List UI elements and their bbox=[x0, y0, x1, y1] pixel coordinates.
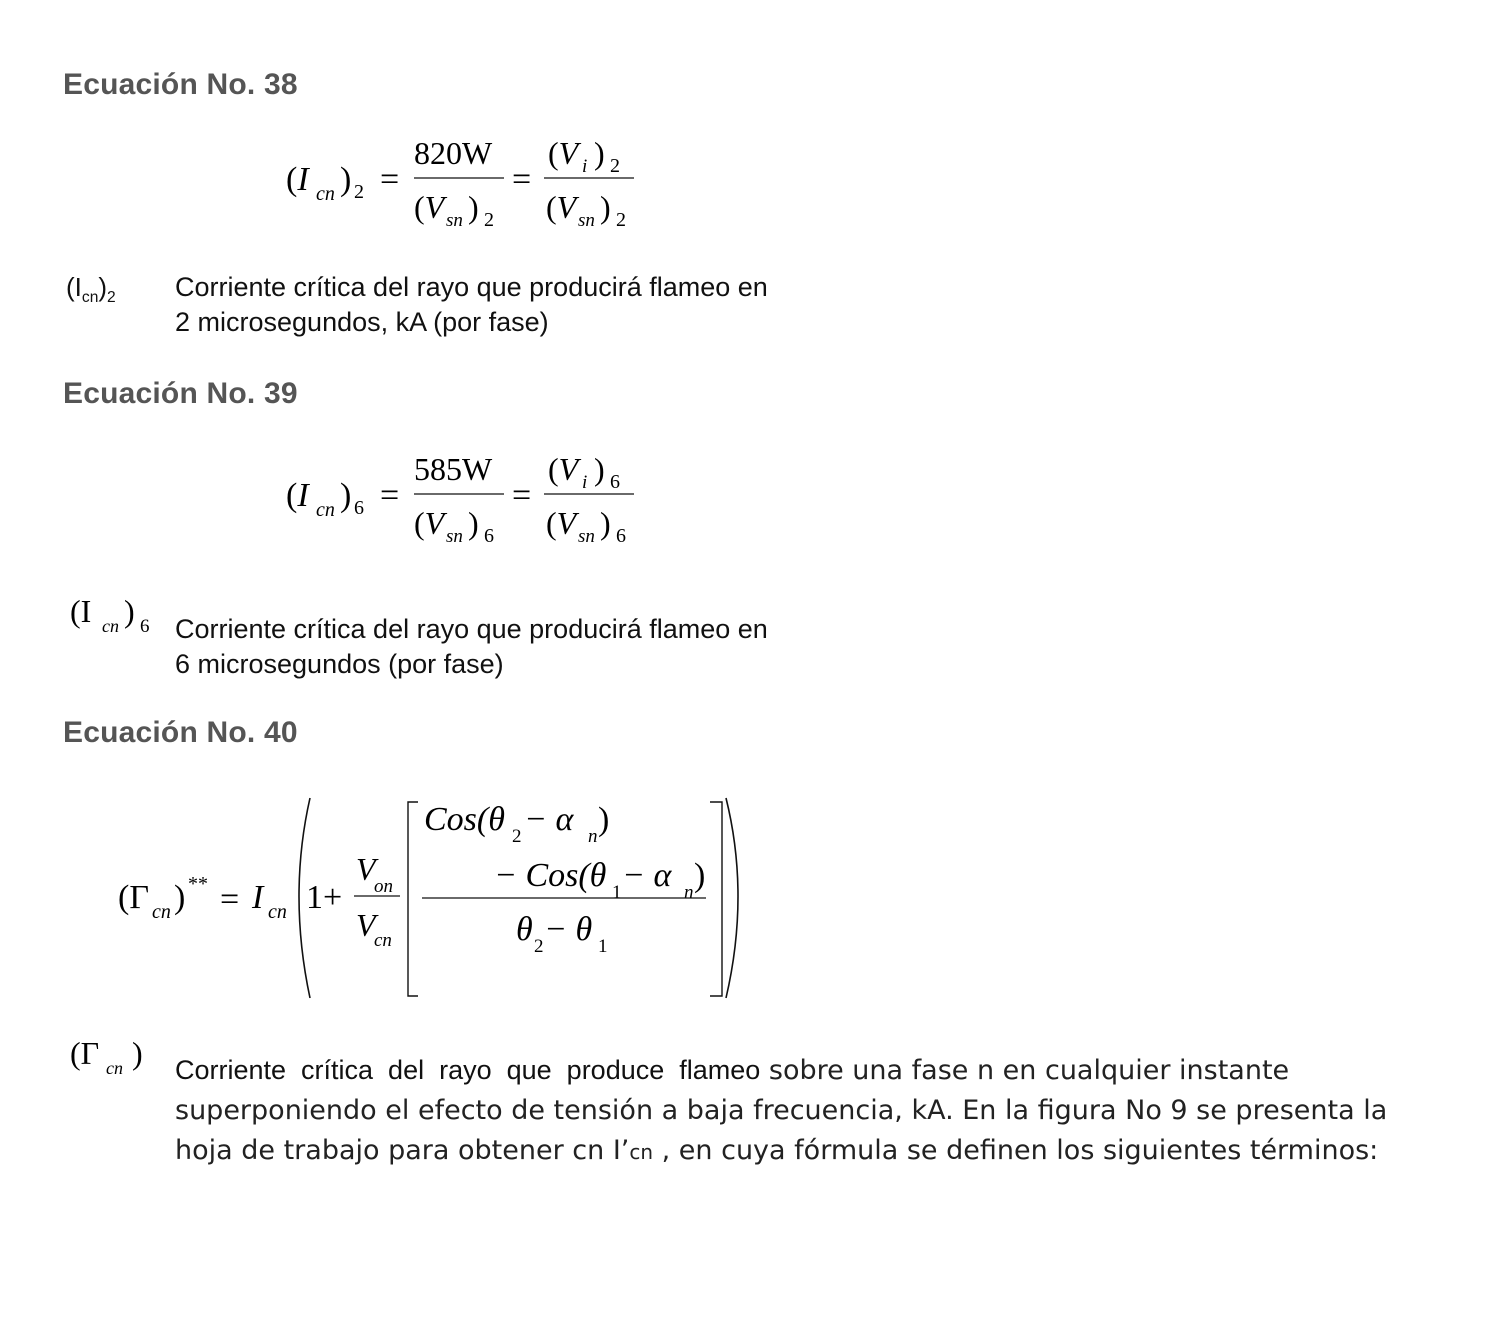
eq38-description-line1: Corriente crítica del rayo que producirá flameo en bbox=[175, 272, 768, 302]
eq39-description-line2: 6 microsegundos (por fase) bbox=[175, 649, 504, 679]
svg-text:(Γ: (Γ bbox=[118, 879, 149, 916]
svg-text:2: 2 bbox=[534, 936, 544, 957]
eq39-description bbox=[175, 612, 768, 682]
eq39-lhs-sub: cn bbox=[316, 499, 335, 521]
svg-text:V: V bbox=[356, 851, 376, 887]
svg-text:θ: θ bbox=[516, 911, 533, 948]
svg-text:(V: (V bbox=[548, 451, 582, 487]
eq38-den2-order: 2 bbox=[616, 209, 626, 231]
svg-text:): ) bbox=[132, 1035, 143, 1071]
eq38-num-order: 2 bbox=[610, 155, 620, 177]
eq40-description-line1: Corriente crítica del rayo que produce flameo sobre una fase n en cualquier instante bbox=[175, 1055, 1290, 1086]
eq39-den-sub: sn bbox=[446, 526, 463, 547]
equation-38-heading: Ecuación No. 38 bbox=[63, 68, 298, 101]
eq38-description-line2: 2 microsegundos, kA (por fase) bbox=[175, 307, 549, 337]
svg-text:=: = bbox=[512, 477, 532, 514]
svg-text:(V: (V bbox=[414, 189, 448, 225]
svg-text:): ) bbox=[598, 801, 610, 838]
svg-text:− θ: − θ bbox=[544, 911, 593, 948]
svg-text:(V: (V bbox=[546, 505, 577, 541]
svg-text:=: = bbox=[380, 161, 400, 198]
svg-text:): ) bbox=[468, 505, 479, 541]
svg-text:− α: − α bbox=[524, 801, 574, 838]
svg-text:): ) bbox=[124, 593, 135, 629]
eq39-num-var: V bbox=[558, 451, 579, 487]
svg-text:): ) bbox=[594, 451, 605, 487]
eq38-den-var: V bbox=[424, 189, 445, 225]
eq39-num-sub: i bbox=[582, 472, 588, 493]
svg-text:− Cos(θ: − Cos(θ bbox=[494, 857, 607, 894]
svg-text:(V: (V bbox=[548, 135, 582, 171]
svg-text:on: on bbox=[374, 876, 393, 897]
eq38-coefficient: 820W bbox=[414, 135, 493, 171]
eq38-den-sub: sn bbox=[446, 210, 463, 231]
equation-38-formula bbox=[280, 130, 660, 240]
svg-text:cn: cn bbox=[106, 1058, 123, 1078]
equation-39-formula bbox=[280, 446, 660, 556]
eq39-coefficient: 585W bbox=[414, 451, 493, 487]
svg-text:): ) bbox=[600, 189, 611, 225]
eq38-lhs-order: 2 bbox=[354, 181, 364, 203]
eq38-num-sub: i bbox=[582, 156, 588, 177]
eq38-symbol: $(I_{cn})_2$ bbox=[66, 272, 116, 307]
equation-40-heading: Ecuación No. 40 bbox=[63, 716, 298, 749]
eq38-den-order: 2 bbox=[484, 209, 494, 231]
eq39-den-order: 6 bbox=[484, 525, 494, 547]
svg-text:I: I bbox=[252, 879, 264, 916]
eq40-description bbox=[175, 1050, 1387, 1172]
svg-text:): ) bbox=[600, 505, 611, 541]
eq40-description-line2: superponiendo el efecto de tensión a baja frecuencia, kA. En la figura No 9 se presenta la bbox=[175, 1095, 1388, 1126]
svg-text:=: = bbox=[380, 477, 400, 514]
svg-text:n: n bbox=[588, 826, 598, 847]
svg-text:2: 2 bbox=[512, 826, 522, 847]
svg-text:(I: (I bbox=[286, 161, 309, 198]
eq38-lhs-sub: cn bbox=[316, 183, 335, 205]
eq39-den2-sub: sn bbox=[578, 526, 595, 547]
eq38-num-var: V bbox=[558, 135, 579, 171]
svg-text:1+: 1+ bbox=[306, 879, 343, 916]
equation-39-heading: Ecuación No. 39 bbox=[63, 377, 298, 410]
svg-text:): ) bbox=[174, 879, 186, 916]
svg-text:6: 6 bbox=[140, 616, 150, 637]
svg-text:1: 1 bbox=[612, 882, 622, 903]
svg-text:Cos(θ: Cos(θ bbox=[424, 801, 505, 838]
equation-40-formula bbox=[110, 790, 760, 1010]
svg-text:n: n bbox=[684, 882, 694, 903]
svg-text:cn: cn bbox=[374, 930, 392, 951]
svg-text:=: = bbox=[220, 881, 240, 918]
svg-text:(Γ: (Γ bbox=[70, 1035, 100, 1071]
eq39-den2-order: 6 bbox=[616, 525, 626, 547]
svg-text:1: 1 bbox=[598, 936, 608, 957]
eq39-den-var: V bbox=[424, 505, 445, 541]
eq40-description-line3: hoja de trabajo para obtener cn I’cn , en cuya fórmula se definen los siguientes términos: bbox=[175, 1135, 1379, 1166]
svg-text:cn: cn bbox=[268, 901, 287, 923]
svg-text:): ) bbox=[594, 135, 605, 171]
svg-text:cn: cn bbox=[102, 616, 119, 636]
eq39-num-order: 6 bbox=[610, 471, 620, 493]
svg-text:): ) bbox=[468, 189, 479, 225]
eq39-lhs-order: 6 bbox=[354, 497, 364, 519]
svg-text:(I: (I bbox=[70, 593, 92, 629]
svg-text:V: V bbox=[356, 907, 376, 943]
eq39-symbol bbox=[66, 590, 166, 640]
eq40-symbol bbox=[66, 1030, 166, 1085]
svg-text:cn: cn bbox=[152, 901, 171, 923]
svg-text:(I: (I bbox=[286, 477, 309, 514]
svg-text:=: = bbox=[512, 161, 532, 198]
svg-text:): ) bbox=[340, 161, 352, 198]
svg-text:(V: (V bbox=[546, 189, 577, 225]
eq38-description bbox=[175, 270, 768, 340]
svg-text:**: ** bbox=[188, 873, 208, 895]
eq38-den2-sub: sn bbox=[578, 210, 595, 231]
svg-text:): ) bbox=[694, 857, 706, 894]
svg-text:): ) bbox=[340, 477, 352, 514]
svg-text:− α: − α bbox=[622, 857, 672, 894]
svg-text:(V: (V bbox=[414, 505, 448, 541]
eq39-description-line1: Corriente crítica del rayo que producirá flameo en bbox=[175, 614, 768, 644]
